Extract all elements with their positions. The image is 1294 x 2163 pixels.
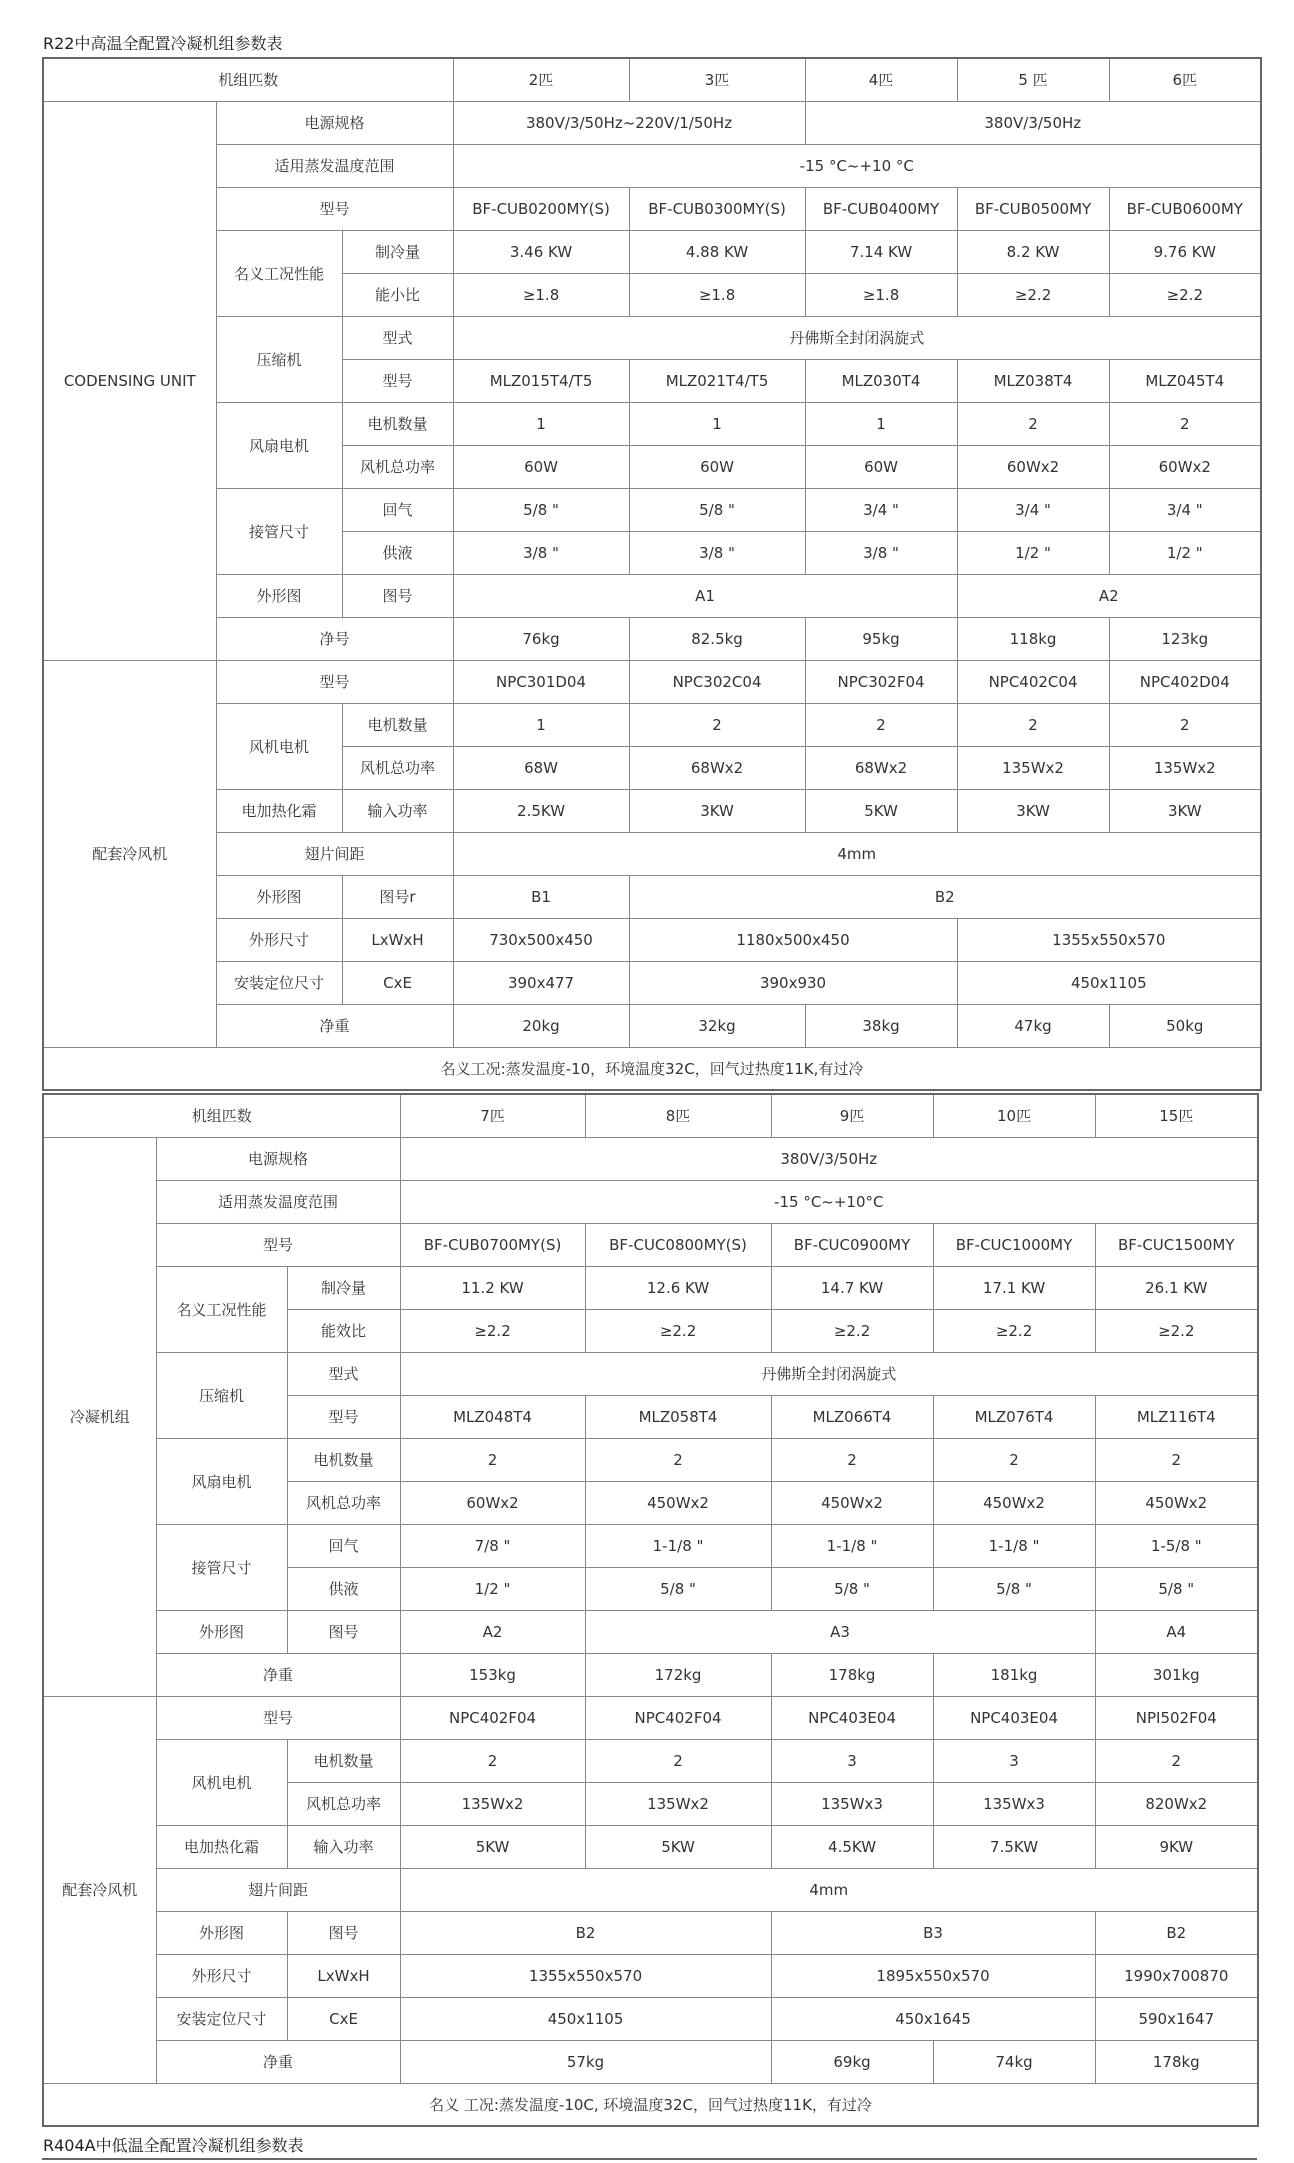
table-cell: NPI502F04 — [1095, 1696, 1258, 1739]
group-label: 风机电机 — [156, 1739, 287, 1825]
row-label: 输入功率 — [342, 789, 453, 832]
group-label: 外形图 — [156, 1610, 287, 1653]
table-cell: 3/4 " — [1109, 488, 1261, 531]
table-row — [43, 1266, 1258, 1309]
table-cell: 50kg — [1109, 1004, 1261, 1047]
row-label: CxE — [287, 1997, 400, 2040]
table-row — [43, 402, 1261, 445]
group-label: 外形尺寸 — [216, 918, 342, 961]
table-row — [43, 101, 1261, 144]
table-cell: 76kg — [453, 617, 629, 660]
table-cell: A2 — [400, 1610, 585, 1653]
table-row — [43, 1524, 1258, 1567]
table-row — [43, 2083, 1258, 2126]
table-cell: 14.7 KW — [771, 1266, 933, 1309]
table-cell: 1355x550x570 — [957, 918, 1261, 961]
table-cell: MLZ058T4 — [585, 1395, 771, 1438]
table-cell: 3/4 " — [957, 488, 1109, 531]
table-cell: 1-1/8 " — [933, 1524, 1095, 1567]
table-cell: 7/8 " — [400, 1524, 585, 1567]
table-cell: 8.2 KW — [957, 230, 1109, 273]
table-cell: ≥2.2 — [933, 1309, 1095, 1352]
row-label: LxWxH — [342, 918, 453, 961]
group-label: 安装定位尺寸 — [216, 961, 342, 1004]
row-label: 风机总功率 — [342, 746, 453, 789]
table-cell: NPC402D04 — [1109, 660, 1261, 703]
table-cell: 2.5KW — [453, 789, 629, 832]
table-cell: 丹佛斯全封闭涡旋式 — [400, 1352, 1258, 1395]
table-cell: 123kg — [1109, 617, 1261, 660]
table-cell: 820Wx2 — [1095, 1782, 1258, 1825]
table-cell: -15 °C~+10 °C — [453, 144, 1261, 187]
table-row — [43, 1997, 1258, 2040]
table-cell: ≥1.8 — [453, 273, 629, 316]
group-label: 压缩机 — [216, 316, 342, 402]
header-cell: 4匹 — [805, 58, 957, 101]
table-cell: 730x500x450 — [453, 918, 629, 961]
table-cell: 178kg — [771, 1653, 933, 1696]
row-label: 回气 — [287, 1524, 400, 1567]
group-label: 风扇电机 — [156, 1438, 287, 1524]
table-cell: B2 — [629, 875, 1261, 918]
table-row — [43, 187, 1261, 230]
table-cell: MLZ038T4 — [957, 359, 1109, 402]
table-cell: 68Wx2 — [629, 746, 805, 789]
group-label: 外形图 — [156, 1911, 287, 1954]
table-row — [43, 1180, 1258, 1223]
table-cell: 7.14 KW — [805, 230, 957, 273]
table-cell: BF-CUB0700MY(S) — [400, 1223, 585, 1266]
row-label: 图号 — [287, 1610, 400, 1653]
table-cell: 1-1/8 " — [585, 1524, 771, 1567]
table-cell: ≥1.8 — [629, 273, 805, 316]
row-label: 图号 — [342, 574, 453, 617]
row-label: 型号 — [287, 1395, 400, 1438]
table-cell: 60W — [805, 445, 957, 488]
table-cell: NPC402F04 — [400, 1696, 585, 1739]
table-cell: MLZ045T4 — [1109, 359, 1261, 402]
table-cell: 2 — [771, 1438, 933, 1481]
row-label: 净重 — [156, 1653, 400, 1696]
table-cell: 3/8 " — [805, 531, 957, 574]
table-cell: 82.5kg — [629, 617, 805, 660]
table-row — [43, 832, 1261, 875]
table-cell: 1180x500x450 — [629, 918, 957, 961]
table-cell: BF-CUC1000MY — [933, 1223, 1095, 1266]
table-cell: 2 — [933, 1438, 1095, 1481]
table-row — [43, 918, 1261, 961]
table-row — [43, 1352, 1258, 1395]
row-label: 翅片间距 — [156, 1868, 400, 1911]
table-cell: B2 — [400, 1911, 771, 1954]
table-cell: A2 — [957, 574, 1261, 617]
table-row — [43, 230, 1261, 273]
table-cell: BF-CUC1500MY — [1095, 1223, 1258, 1266]
table-cell: 5/8 " — [585, 1567, 771, 1610]
table-cell: 3KW — [957, 789, 1109, 832]
group-label: 电加热化霜 — [216, 789, 342, 832]
table-cell: 135Wx3 — [771, 1782, 933, 1825]
row-label: 供液 — [342, 531, 453, 574]
group-label: 名义工况性能 — [156, 1266, 287, 1352]
footnote: 名义 工况:蒸发温度-10C, 环境温度32C，回气过热度11K，有过冷 — [43, 2083, 1258, 2126]
table-cell: 5/8 " — [629, 488, 805, 531]
row-label: 制冷量 — [287, 1266, 400, 1309]
table-cell: 4mm — [453, 832, 1261, 875]
table-cell: BF-CUB0200MY(S) — [453, 187, 629, 230]
table-cell: 1/2 " — [400, 1567, 585, 1610]
table-cell: ≥2.2 — [1095, 1309, 1258, 1352]
table-row — [43, 1696, 1258, 1739]
header-cell: 15匹 — [1095, 1094, 1258, 1137]
table-row — [43, 1739, 1258, 1782]
header-cell: 8匹 — [585, 1094, 771, 1137]
row-label: 净重 — [156, 2040, 400, 2083]
row-label: 风机总功率 — [287, 1782, 400, 1825]
table-cell: 1355x550x570 — [400, 1954, 771, 1997]
table-row — [43, 1438, 1258, 1481]
group-label: 接管尺寸 — [216, 488, 342, 574]
row-label: 净重 — [216, 1004, 453, 1047]
table-cell: B1 — [453, 875, 629, 918]
header-cell: 7匹 — [400, 1094, 585, 1137]
row-label: 适用蒸发温度范围 — [216, 144, 453, 187]
table-cell: ≥2.2 — [400, 1309, 585, 1352]
row-label: 能效比 — [287, 1309, 400, 1352]
row-label: 电机数量 — [287, 1438, 400, 1481]
header-cell: 5 匹 — [957, 58, 1109, 101]
table-cell: NPC301D04 — [453, 660, 629, 703]
row-label: 翅片间距 — [216, 832, 453, 875]
table-row — [43, 1954, 1258, 1997]
table-cell: 60Wx2 — [1109, 445, 1261, 488]
row-label: 型号 — [216, 187, 453, 230]
table-cell: 3KW — [1109, 789, 1261, 832]
table-cell: BF-CUC0900MY — [771, 1223, 933, 1266]
table-cell: 135Wx2 — [400, 1782, 585, 1825]
table-cell: 181kg — [933, 1653, 1095, 1696]
table-cell: 450Wx2 — [1095, 1481, 1258, 1524]
next-table-top-border — [42, 2158, 1257, 2160]
table-cell: B2 — [1095, 1911, 1258, 1954]
table-cell: 380V/3/50Hz — [805, 101, 1261, 144]
table-cell: 450x1645 — [771, 1997, 1095, 2040]
row-label: 电机数量 — [342, 703, 453, 746]
table-cell: 450Wx2 — [771, 1481, 933, 1524]
table-cell: 450x1105 — [957, 961, 1261, 1004]
table-row — [43, 1825, 1258, 1868]
table-cell: 1/2 " — [1109, 531, 1261, 574]
table-cell: 4.88 KW — [629, 230, 805, 273]
table-cell: BF-CUB0500MY — [957, 187, 1109, 230]
table-cell: 5/8 " — [453, 488, 629, 531]
table3-title: R404A中低温全配置冷凝机组参数表 — [43, 2136, 304, 2155]
table-cell: 74kg — [933, 2040, 1095, 2083]
table-cell: 9.76 KW — [1109, 230, 1261, 273]
table-cell: 590x1647 — [1095, 1997, 1258, 2040]
group-label: 外形尺寸 — [156, 1954, 287, 1997]
header-cell: 3匹 — [629, 58, 805, 101]
table-cell: 2 — [1109, 703, 1261, 746]
row-label: 制冷量 — [342, 230, 453, 273]
row-label: 电机数量 — [287, 1739, 400, 1782]
table-cell: 135Wx2 — [957, 746, 1109, 789]
table-cell: 95kg — [805, 617, 957, 660]
table-cell: 12.6 KW — [585, 1266, 771, 1309]
table-cell: 3/4 " — [805, 488, 957, 531]
table-cell: MLZ066T4 — [771, 1395, 933, 1438]
table-cell: 5/8 " — [1095, 1567, 1258, 1610]
table-cell: 178kg — [1095, 2040, 1258, 2083]
table-cell: 135Wx2 — [585, 1782, 771, 1825]
table-cell: ≥2.2 — [585, 1309, 771, 1352]
table-cell: 3KW — [629, 789, 805, 832]
table-cell: BF-CUC0800MY(S) — [585, 1223, 771, 1266]
row-label: 图号r — [342, 875, 453, 918]
table-cell: ≥1.8 — [805, 273, 957, 316]
row-label: 型号 — [156, 1223, 400, 1266]
table-row — [43, 660, 1261, 703]
group-label: 接管尺寸 — [156, 1524, 287, 1610]
table-row — [43, 789, 1261, 832]
row-label: 型式 — [342, 316, 453, 359]
table-cell: 57kg — [400, 2040, 771, 2083]
r22-spec-table-2 — [42, 1093, 1259, 2127]
table-row — [43, 1004, 1261, 1047]
header-cell: 机组匹数 — [43, 1094, 400, 1137]
table-cell: 5/8 " — [771, 1567, 933, 1610]
table-cell: 1 — [805, 402, 957, 445]
table-row — [43, 144, 1261, 187]
table-cell: NPC302F04 — [805, 660, 957, 703]
table-cell: 3/8 " — [629, 531, 805, 574]
table-cell: NPC302C04 — [629, 660, 805, 703]
table-cell: 450Wx2 — [933, 1481, 1095, 1524]
table-cell: 3.46 KW — [453, 230, 629, 273]
table-cell: 17.1 KW — [933, 1266, 1095, 1309]
table-cell: 1-1/8 " — [771, 1524, 933, 1567]
table-cell: 5/8 " — [933, 1567, 1095, 1610]
table-cell: 1-5/8 " — [1095, 1524, 1258, 1567]
table-cell: 135Wx2 — [1109, 746, 1261, 789]
table-cell: B3 — [771, 1911, 1095, 1954]
table-cell: -15 °C~+10°C — [400, 1180, 1258, 1223]
table-cell: NPC402C04 — [957, 660, 1109, 703]
table-cell: 172kg — [585, 1653, 771, 1696]
table-cell: 2 — [805, 703, 957, 746]
table-cell: NPC402F04 — [585, 1696, 771, 1739]
r22-spec-table — [42, 57, 1262, 1091]
table-cell: MLZ030T4 — [805, 359, 957, 402]
group-label: 外形图 — [216, 875, 342, 918]
table-cell: BF-CUB0300MY(S) — [629, 187, 805, 230]
table-cell: 2 — [1095, 1438, 1258, 1481]
table-row — [43, 1911, 1258, 1954]
group-label: 电加热化霜 — [156, 1825, 287, 1868]
row-label: 回气 — [342, 488, 453, 531]
table-row — [43, 316, 1261, 359]
row-label: 风机总功率 — [287, 1481, 400, 1524]
table-cell: 2 — [400, 1739, 585, 1782]
table-cell: 9KW — [1095, 1825, 1258, 1868]
table-cell: 20kg — [453, 1004, 629, 1047]
table-cell: 3/8 " — [453, 531, 629, 574]
row-label: 输入功率 — [287, 1825, 400, 1868]
table-row — [43, 1137, 1258, 1180]
table-cell: ≥2.2 — [957, 273, 1109, 316]
row-label: 能小比 — [342, 273, 453, 316]
table-row — [43, 58, 1261, 101]
table-cell: 380V/3/50Hz~220V/1/50Hz — [453, 101, 805, 144]
table-cell: 60Wx2 — [957, 445, 1109, 488]
table-cell: 450x1105 — [400, 1997, 771, 2040]
table-row — [43, 1868, 1258, 1911]
table-row — [43, 961, 1261, 1004]
table-cell: 47kg — [957, 1004, 1109, 1047]
table-cell: 450Wx2 — [585, 1481, 771, 1524]
table1-title: R22中高温全配置冷凝机组参数表 — [43, 34, 283, 53]
table-row — [43, 574, 1261, 617]
table-cell: 1 — [629, 402, 805, 445]
table-cell: MLZ076T4 — [933, 1395, 1095, 1438]
row-label: 电源规格 — [156, 1137, 400, 1180]
table-cell: MLZ021T4/T5 — [629, 359, 805, 402]
section-label: 冷凝机组 — [43, 1137, 156, 1696]
table-cell: 4mm — [400, 1868, 1258, 1911]
table-cell: 60W — [629, 445, 805, 488]
table-cell: 2 — [585, 1438, 771, 1481]
table-cell: 4.5KW — [771, 1825, 933, 1868]
table-cell: 390x930 — [629, 961, 957, 1004]
table-cell: ≥2.2 — [1109, 273, 1261, 316]
table-cell: 60Wx2 — [400, 1481, 585, 1524]
table-row — [43, 1094, 1258, 1137]
table-row — [43, 1223, 1258, 1266]
section-label: 配套冷风机 — [43, 1696, 156, 2083]
table-cell: 153kg — [400, 1653, 585, 1696]
table-cell: A3 — [585, 1610, 1095, 1653]
table-cell: 5KW — [400, 1825, 585, 1868]
table-cell: 118kg — [957, 617, 1109, 660]
header-cell: 机组匹数 — [43, 58, 453, 101]
section-label: CODENSING UNIT — [43, 101, 216, 660]
table-cell: 1 — [453, 703, 629, 746]
footnote: 名义工况:蒸发温度-10，环境温度32C，回气过热度11K,有过冷 — [43, 1047, 1261, 1090]
table-cell: 69kg — [771, 2040, 933, 2083]
group-label: 外形图 — [216, 574, 342, 617]
table-cell: MLZ015T4/T5 — [453, 359, 629, 402]
table-row — [43, 1610, 1258, 1653]
header-cell: 10匹 — [933, 1094, 1095, 1137]
table-cell: MLZ116T4 — [1095, 1395, 1258, 1438]
table-cell: 2 — [585, 1739, 771, 1782]
table-cell: 2 — [400, 1438, 585, 1481]
table-cell: 32kg — [629, 1004, 805, 1047]
table-cell: 1/2 " — [957, 531, 1109, 574]
group-label: 风机电机 — [216, 703, 342, 789]
table-cell: ≥2.2 — [771, 1309, 933, 1352]
table-cell: 3 — [933, 1739, 1095, 1782]
table-cell: MLZ048T4 — [400, 1395, 585, 1438]
table-cell: 3 — [771, 1739, 933, 1782]
row-label: 型号 — [342, 359, 453, 402]
table-cell: 60W — [453, 445, 629, 488]
table-cell: 2 — [1095, 1739, 1258, 1782]
header-cell: 9匹 — [771, 1094, 933, 1137]
table-cell: 390x477 — [453, 961, 629, 1004]
row-label: 风机总功率 — [342, 445, 453, 488]
table-row — [43, 2040, 1258, 2083]
table-cell: 1990x700870 — [1095, 1954, 1258, 1997]
table-row — [43, 1047, 1261, 1090]
table-cell: 1895x550x570 — [771, 1954, 1095, 1997]
row-label: 图号 — [287, 1911, 400, 1954]
table-row — [43, 617, 1261, 660]
table-cell: 301kg — [1095, 1653, 1258, 1696]
row-label: 电源规格 — [216, 101, 453, 144]
group-label: 压缩机 — [156, 1352, 287, 1438]
table-cell: 68Wx2 — [805, 746, 957, 789]
table-cell: 丹佛斯全封闭涡旋式 — [453, 316, 1261, 359]
table-row — [43, 875, 1261, 918]
row-label: 适用蒸发温度范围 — [156, 1180, 400, 1223]
table-cell: A4 — [1095, 1610, 1258, 1653]
row-label: 型号 — [156, 1696, 400, 1739]
group-label: 风扇电机 — [216, 402, 342, 488]
table-cell: 5KW — [805, 789, 957, 832]
table-cell: 2 — [957, 402, 1109, 445]
group-label: 名义工况性能 — [216, 230, 342, 316]
table-cell: BF-CUB0600MY — [1109, 187, 1261, 230]
table-row — [43, 703, 1261, 746]
group-label: 安装定位尺寸 — [156, 1997, 287, 2040]
row-label: 型式 — [287, 1352, 400, 1395]
header-cell: 6匹 — [1109, 58, 1261, 101]
table-cell: 1 — [453, 402, 629, 445]
table-cell: 38kg — [805, 1004, 957, 1047]
table-cell: 26.1 KW — [1095, 1266, 1258, 1309]
row-label: 型号 — [216, 660, 453, 703]
table-cell: 2 — [1109, 402, 1261, 445]
row-label: CxE — [342, 961, 453, 1004]
table-cell: 135Wx3 — [933, 1782, 1095, 1825]
table-cell: 2 — [629, 703, 805, 746]
row-label: 净号 — [216, 617, 453, 660]
table-cell: BF-CUB0400MY — [805, 187, 957, 230]
table-cell: 11.2 KW — [400, 1266, 585, 1309]
row-label: 供液 — [287, 1567, 400, 1610]
row-label: 电机数量 — [342, 402, 453, 445]
table-cell: A1 — [453, 574, 957, 617]
table-cell: NPC403E04 — [771, 1696, 933, 1739]
section-label: 配套冷风机 — [43, 660, 216, 1047]
table-cell: NPC403E04 — [933, 1696, 1095, 1739]
header-cell: 2匹 — [453, 58, 629, 101]
table-cell: 5KW — [585, 1825, 771, 1868]
table-row — [43, 488, 1261, 531]
row-label: LxWxH — [287, 1954, 400, 1997]
table-cell: 68W — [453, 746, 629, 789]
table-cell: 7.5KW — [933, 1825, 1095, 1868]
table-row — [43, 1653, 1258, 1696]
table-cell: 2 — [957, 703, 1109, 746]
table-cell: 380V/3/50Hz — [400, 1137, 1258, 1180]
